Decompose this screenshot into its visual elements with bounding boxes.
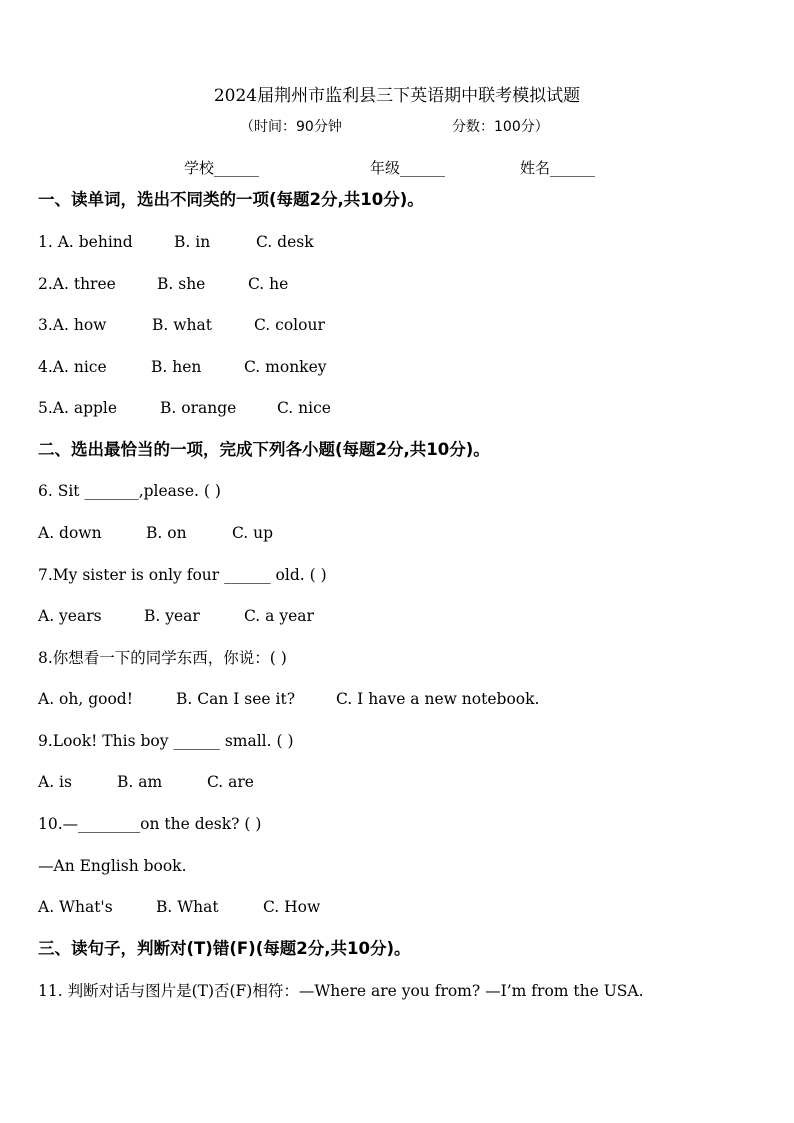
question-8-option-c: C. I have a new notebook. bbox=[336, 690, 540, 708]
grade-field: 年级______ bbox=[370, 159, 446, 177]
question-2-b: B. she bbox=[157, 275, 206, 293]
question-9: 9.Look! This boy ______ small. ( ) bbox=[38, 732, 294, 750]
question-3-a: 3.A. how bbox=[38, 316, 107, 334]
section-3-title: 三、读句子，判断对(T)错(F)(每题2分,共10分)。 bbox=[38, 939, 411, 958]
question-9-option-a: A. is bbox=[38, 773, 72, 791]
question-7-option-b: B. year bbox=[144, 607, 200, 625]
question-10: 10.—________on the desk? ( ) bbox=[38, 815, 262, 833]
question-8-option-b: B. Can I see it? bbox=[176, 690, 296, 708]
exam-score: 分数：100分） bbox=[452, 119, 549, 135]
question-4-c: C. monkey bbox=[244, 358, 327, 376]
question-6-option-b: B. on bbox=[146, 524, 187, 542]
question-9-option-c: C. are bbox=[207, 773, 254, 791]
question-10-option-a: A. What's bbox=[38, 898, 113, 916]
name-field: 姓名______ bbox=[520, 159, 596, 177]
question-6-option-a: A. down bbox=[38, 524, 102, 542]
question-6: 6. Sit _______,please. ( ) bbox=[38, 482, 221, 500]
question-9-option-b: B. am bbox=[117, 773, 163, 791]
question-2-c: C. he bbox=[248, 275, 289, 293]
exam-time: （时间：90分钟 bbox=[240, 119, 342, 135]
exam-title: 2024届荆州市监利县三下英语期中联考模拟试题 bbox=[213, 86, 581, 106]
question-8-option-a: A. oh, good! bbox=[38, 690, 133, 708]
question-5-c: C. nice bbox=[277, 399, 331, 417]
question-5-a: 5.A. apple bbox=[38, 399, 118, 417]
question-1-a: 1. A. behind bbox=[38, 233, 133, 251]
question-8: 8.你想看一下的同学东西，你说：( ) bbox=[38, 649, 287, 667]
question-3-c: C. colour bbox=[254, 316, 325, 334]
question-11: 11. 判断对话与图片是(T)否(F)相符：—Where are you from? —I’m from the USA. bbox=[38, 982, 644, 1000]
question-1-c: C. desk bbox=[256, 233, 314, 251]
question-3-b: B. what bbox=[152, 316, 212, 334]
question-4-a: 4.A. nice bbox=[38, 358, 107, 376]
question-1-b: B. in bbox=[174, 233, 211, 251]
question-7-option-c: C. a year bbox=[244, 607, 314, 625]
section-1-title: 一、读单词，选出不同类的一项(每题2分,共10分)。 bbox=[38, 190, 424, 209]
question-10-answer-line: —An English book. bbox=[38, 857, 187, 875]
question-2-a: 2.A. three bbox=[38, 275, 116, 293]
question-7: 7.My sister is only four ______ old. ( ) bbox=[38, 566, 327, 584]
question-10-option-b: B. What bbox=[156, 898, 219, 916]
school-field: 学校______ bbox=[184, 159, 260, 177]
question-10-option-c: C. How bbox=[263, 898, 321, 916]
question-6-option-c: C. up bbox=[232, 524, 274, 542]
question-7-option-a: A. years bbox=[38, 607, 102, 625]
section-2-title: 二、选出最恰当的一项，完成下列各小题(每题2分,共10分)。 bbox=[38, 440, 490, 459]
question-5-b: B. orange bbox=[160, 399, 237, 417]
question-4-b: B. hen bbox=[151, 358, 202, 376]
